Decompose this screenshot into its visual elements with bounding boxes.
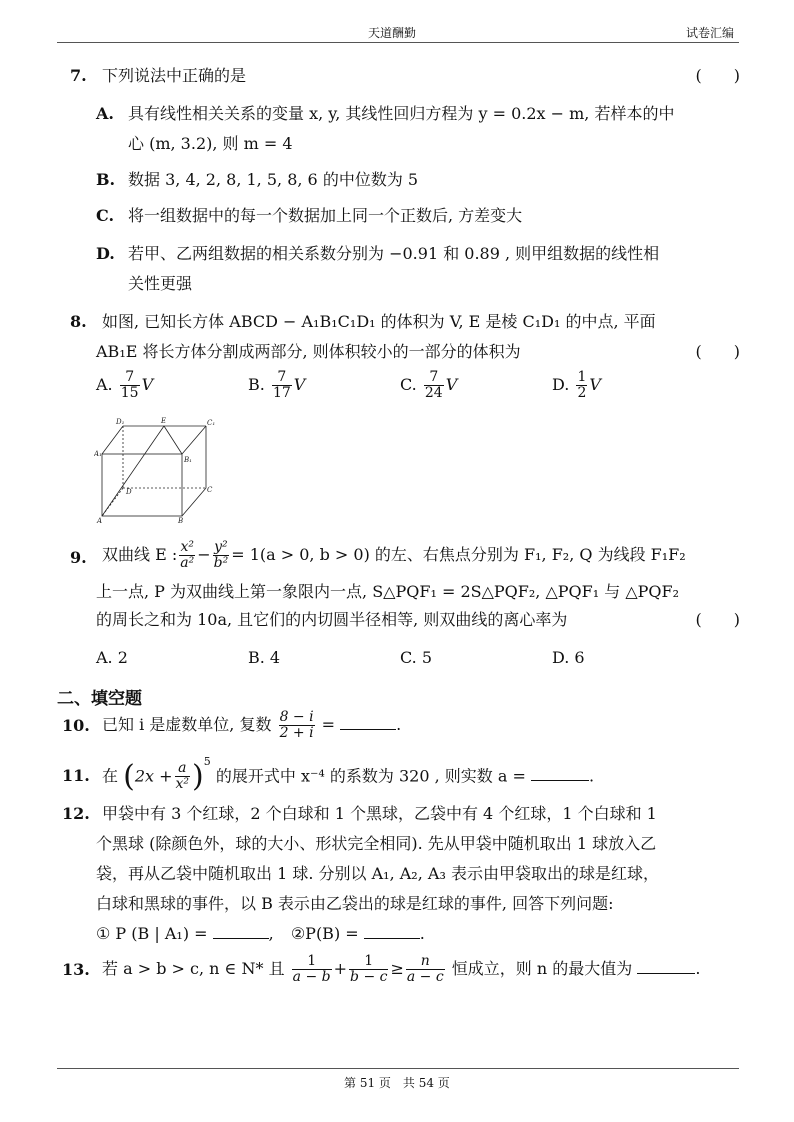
period: . (589, 766, 595, 786)
numerator: 7 (424, 370, 444, 386)
option-d-text-1: 若甲、乙两组数据的相关系数分别为 −0.91 和 0.89 , 则甲组数据的线性相 (128, 244, 660, 263)
option-a-label: A. (96, 104, 114, 123)
denominator: x² (175, 776, 190, 793)
label-a1: A₁ (94, 450, 102, 458)
question-number: 12. (62, 804, 90, 823)
question-text-1: 甲袋中有 3 个红球，2 个白球和 1 个黑球，乙袋中有 4 个红球，1 个白球和 1 (102, 804, 657, 823)
answer-paren: ( ) (695, 610, 740, 629)
option-label: D. (552, 375, 570, 394)
fraction (120, 370, 140, 401)
edge-d1-a1 (102, 426, 123, 454)
answer-blank[interactable] (340, 715, 396, 730)
option-d-label: D. (96, 244, 115, 263)
fraction-3 (406, 954, 445, 985)
question-stem: 下列说法中正确的是 (102, 66, 247, 85)
answer-paren: ( ) (695, 342, 740, 361)
edge-e-b1 (164, 426, 182, 454)
question-number: 8. (70, 312, 87, 331)
option-label: C. (400, 375, 417, 394)
expression: 2x + (134, 766, 173, 786)
fraction (279, 710, 315, 741)
question-number: 11. (62, 766, 90, 785)
fraction-2 (349, 954, 388, 985)
option-b: B. 4 (248, 648, 281, 667)
numerator: y² (214, 539, 228, 555)
question-text-1: 如图, 已知长方体 ABCD − A₁B₁C₁D₁ 的体积为 V, E 是棱 C₁D₁ 的中点, 平面 (102, 312, 656, 331)
hidden-edge-d-a (102, 488, 123, 516)
left-paren: ( (123, 758, 135, 794)
text: 恒成立，则 n 的最大值为 (451, 959, 633, 978)
separator: , (268, 924, 274, 943)
label-b: B (178, 517, 184, 524)
option-c: C. 5 (400, 648, 433, 667)
question-number: 7. (70, 66, 87, 85)
denominator: a² (180, 555, 195, 571)
option-b-text: 数据 3, 4, 2, 8, 1, 5, 8, 6 的中位数为 5 (128, 170, 419, 189)
option-c-label: C. (96, 206, 115, 225)
numerator: 1 (292, 954, 332, 970)
period: . (695, 959, 701, 978)
header-right: 试卷汇编 (686, 26, 735, 40)
fraction-x2-a2 (179, 540, 195, 571)
question-10 (62, 708, 740, 744)
label-d1: D₁ (116, 418, 125, 426)
footer-rule (57, 1068, 739, 1069)
answer-blank-1[interactable] (213, 924, 269, 939)
fraction (424, 370, 444, 401)
edge-c1-b1 (182, 426, 206, 454)
option-b-label: B. (96, 170, 116, 189)
option-a-text-1: 具有线性相关关系的变量 x, y, 其线性回归方程为 y = 0.2x − m, 若样本的中 (128, 104, 675, 123)
numerator: 1 (349, 954, 388, 970)
section-title: 二、填空题 (57, 689, 142, 709)
text: 在 (102, 766, 119, 786)
numerator: a (175, 761, 191, 777)
label-c1: C₁ (207, 419, 216, 427)
question-text-2: 个黑球 (除颜色外，球的大小、形状完全相同). 先从甲袋中随机取出 1 球放入乙 (96, 834, 657, 853)
text: 已知 i 是虚数单位, 复数 (102, 715, 272, 734)
variable: V (141, 375, 154, 394)
question-7 (70, 64, 740, 298)
question-text (102, 950, 700, 988)
numerator: 1 (577, 369, 587, 385)
denominator: a − c (406, 969, 444, 985)
label-e: E (161, 417, 167, 425)
question-text-2: AB₁E 将长方体分割成两部分, 则体积较小的一部分的体积为 (96, 342, 521, 361)
question-12 (62, 800, 740, 950)
question-number: 13. (62, 960, 90, 979)
front-face (102, 454, 182, 516)
label-d: D (126, 488, 132, 496)
numerator: 8 − i (279, 709, 314, 725)
numerator: n (406, 954, 445, 970)
variable: V (445, 375, 458, 394)
option-label: A. (96, 375, 113, 394)
answer-blank-2[interactable] (364, 924, 420, 939)
question-11 (62, 750, 740, 794)
text: = 1(a > 0, b > 0) 的左、右焦点分别为 F₁, F₂, Q 为线段 F₁F₂ (231, 545, 686, 564)
question-9 (70, 540, 740, 680)
numerator: x² (180, 539, 194, 555)
sub-questions (96, 922, 425, 946)
edge-c-b (182, 488, 206, 516)
question-text-1 (102, 540, 686, 571)
right-paren: ) (192, 758, 204, 794)
option-b (248, 370, 305, 401)
question-text (102, 750, 594, 799)
edge-e-a (102, 426, 164, 516)
option-d: D. 6 (552, 648, 585, 667)
option-c-text: 将一组数据中的每一个数据加上同一个正数后, 方差变大 (128, 206, 523, 225)
option-d (552, 370, 601, 401)
denominator: 17 (272, 385, 291, 401)
label-c: C (207, 486, 213, 494)
header-rule (57, 42, 739, 43)
denominator: 2 + i (279, 725, 314, 741)
label-a: A (97, 517, 103, 524)
answer-paren: ( ) (695, 66, 740, 85)
option-a: A. 2 (96, 648, 128, 667)
question-text-2: 上一点, P 为双曲线上第一象限内一点, S△PQF₁ = 2S△PQF₂, △PQF₁ 与 △PQF₂ (96, 582, 680, 601)
fraction (175, 761, 191, 792)
minus-sign: − (197, 545, 211, 564)
question-13 (62, 950, 740, 990)
answer-blank[interactable] (531, 766, 589, 781)
equals: = (321, 715, 336, 734)
question-text-3: 的周长之和为 10a, 且它们的内切圆半径相等, 则双曲线的离心率为 (96, 610, 568, 629)
option-c (400, 370, 457, 401)
plus-sign: + (333, 959, 348, 978)
denominator: a − b (292, 969, 331, 985)
question-text (102, 708, 401, 742)
question-text-3: 袋，再从乙袋中随机取出 1 球. 分别以 A₁, A₂, A₃ 表示由甲袋取出的球是红球， (96, 864, 659, 883)
page-number: 第 51 页 共 54 页 (344, 1076, 450, 1090)
option-a-text-2: 心 (m, 3.2), 则 m = 4 (128, 134, 293, 153)
fraction (272, 370, 292, 401)
denominator: 24 (424, 385, 443, 401)
option-label: B. (248, 375, 265, 394)
fraction-1 (292, 954, 332, 985)
sub-question-2: ②P(B) = (290, 924, 359, 943)
numerator: 7 (120, 370, 140, 386)
denominator: b − c (350, 969, 388, 985)
answer-blank[interactable] (637, 959, 695, 974)
question-number: 9. (70, 548, 87, 567)
variable: V (293, 375, 306, 394)
numerator: 7 (272, 370, 292, 386)
text: 若 a > b > c, n ∈ N* 且 (102, 959, 285, 978)
question-text-4: 白球和黑球的事件，以 B 表示由乙袋出的球是红球的事件, 回答下列问题: (96, 894, 614, 913)
denominator: 15 (120, 385, 139, 401)
variable: V (589, 375, 601, 394)
sub-question-1: ① P (B | A₁) = (96, 924, 208, 943)
fraction-y2-b2 (213, 540, 230, 571)
exponent: 5 (203, 755, 211, 768)
cuboid-figure (94, 416, 218, 524)
period: . (396, 715, 402, 734)
period: . (419, 924, 425, 943)
option-d-text-2: 关性更强 (128, 274, 193, 293)
question-number: 10. (62, 716, 90, 735)
option-a (96, 370, 153, 401)
text: 双曲线 E : (102, 545, 178, 564)
header-title: 天道酬勤 (368, 26, 417, 40)
denominator: 2 (577, 385, 587, 401)
fraction (576, 370, 587, 401)
text: 的展开式中 x⁻⁴ 的系数为 320 , 则实数 a = (215, 766, 526, 786)
denominator: b² (213, 555, 229, 571)
ge-sign: ≥ (390, 959, 404, 978)
label-b1: B₁ (184, 456, 192, 464)
